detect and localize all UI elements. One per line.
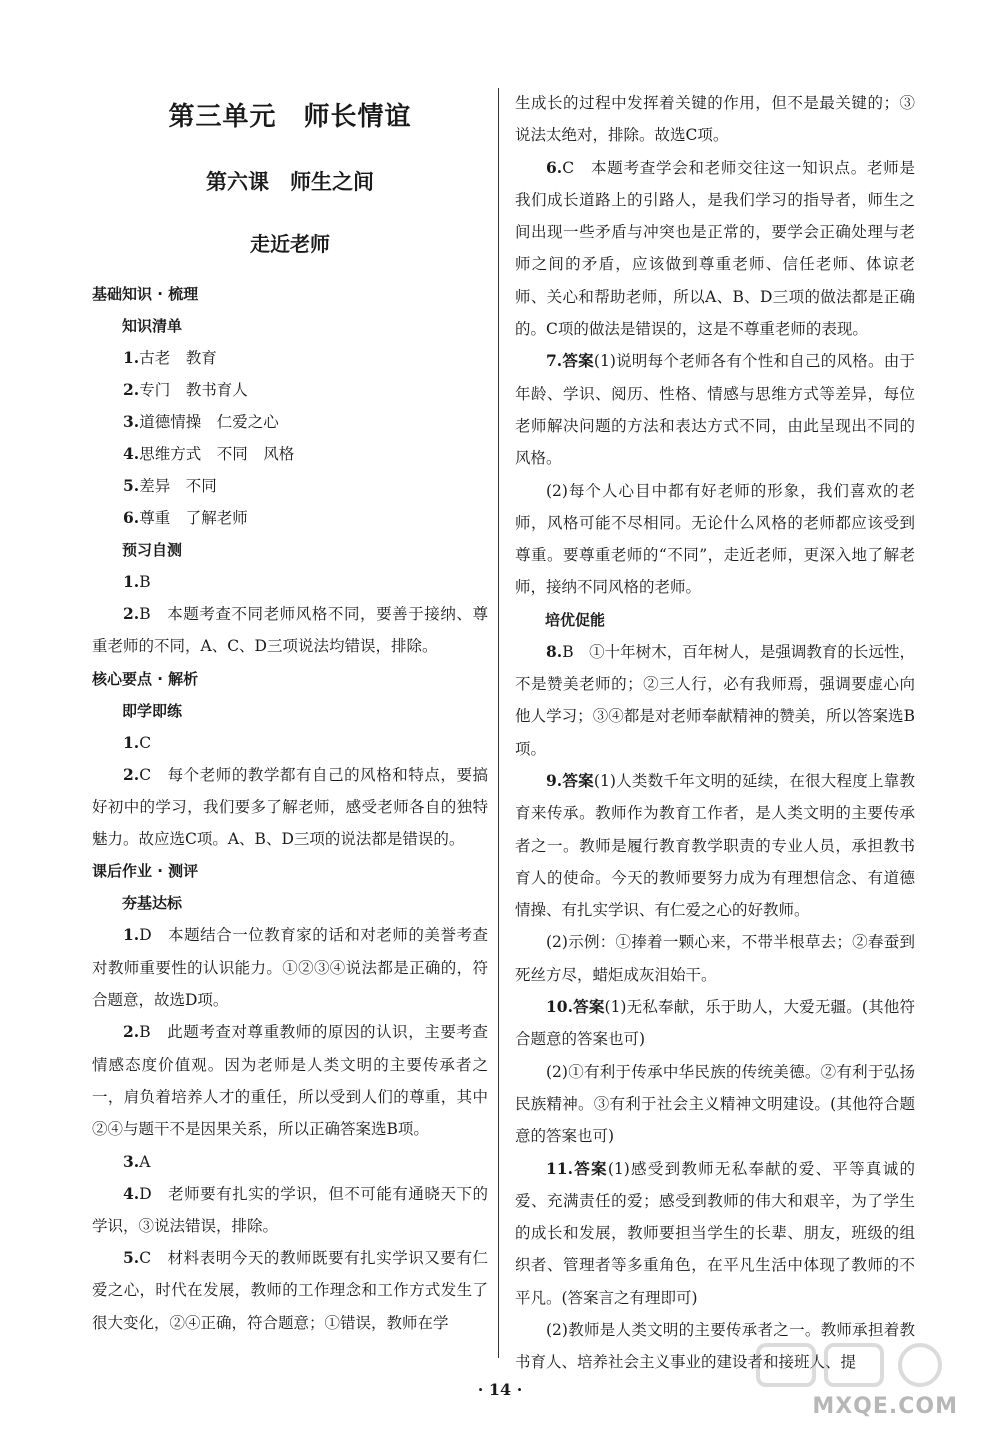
heading-homework: 课后作业 · 测评 [92, 862, 199, 881]
answer-item: 2.B 此题考查对尊重教师的原因的认识，主要考查情感态度价值观。因为老师是人类文明的主要传承者之一，肩负着培养人才的重任，所以受到人们的尊重，其中②④与题干不是因果关系，所以正确答案选B项。 [92, 1022, 488, 1139]
answer-item: 2.B 本题考查不同老师风格不同，要善于接纳、尊重老师的不同，A、C、D三项说法均错误，排除。 [92, 604, 488, 656]
heading-practice: 即学即练 [122, 701, 183, 720]
answer-subitem: (2)每个人心目中都有好老师的形象，我们喜欢的老师，风格可能不尽相同。无论什么风格的老师都应该受到尊重。要尊重老师的“不同”，走近老师，更深入地了解老师，接纳不同风格的老师。 [515, 481, 915, 597]
section-title: 走近老师 [250, 232, 330, 256]
heading-improve: 培优促能 [545, 610, 606, 629]
answer-item: 4.D 老师要有扎实的学识，但不可能有通晓天下的学识，③说法错误，排除。 [92, 1183, 488, 1235]
list-item: 4.思维方式 不同 风格 [123, 444, 295, 463]
answer-item: 10.答案(1)无私奉献，乐于助人，大爱无疆。(其他符合题意的答案也可) [515, 997, 915, 1049]
column-divider [498, 88, 499, 1358]
continued-text: 生成长的过程中发挥着关键的作用，但不是最关键的；③说法太绝对，排除。故选C项。 [515, 94, 915, 145]
answer-subitem: (2)示例：①捧着一颗心来，不带半根草去；②春蚕到死丝方尽，蜡炬成灰泪始干。 [515, 933, 915, 984]
heading-basic: 基础知识 · 梳理 [92, 285, 199, 303]
unit-title: 第三单元 师长情谊 [168, 102, 412, 132]
answer-item: 11.答案(1)感受到教师无私奉献的爱、平等真诚的爱、充满责任的爱；感受到教师的伟大和艰辛，为了学生的成长和发展，教师要担当学生的长辈、朋友，班级的组织者、管理者等多重角色，在平凡生活中体现了教师的不平凡。(答案言之有理即可) [515, 1158, 915, 1307]
answer-item: 1.B [123, 572, 151, 591]
list-item: 1.古老 教育 [123, 348, 217, 367]
answer-item: 2.C 每个老师的教学都有自己的风格和特点，要搞好初中的学习，我们要多了解老师，感受老师各自的独特魅力。故应选C项。A、B、D三项的说法都是错误的。 [92, 764, 488, 849]
right-column [515, 87, 915, 1379]
answer-subitem: (2)教师是人类文明的主要传承者之一。教师承担着教书育人、培养社会主义事业的建设者和接班人、提 [515, 1320, 915, 1372]
heading-preview: 预习自测 [122, 541, 183, 559]
lesson-title: 第六课 师生之间 [206, 170, 374, 194]
heading-core: 核心要点 · 解析 [92, 669, 199, 688]
page-number: · 14 · [477, 1380, 523, 1399]
answer-item: 1.C [123, 732, 152, 752]
list-item: 5.差异 不同 [123, 476, 217, 495]
list-item: 6.尊重 了解老师 [123, 508, 248, 527]
heading-knowledge-list: 知识清单 [122, 317, 183, 335]
heading-foundation: 夯基达标 [122, 894, 183, 913]
answer-item: 3.A [123, 1151, 151, 1171]
list-item: 2.专门 教书育人 [123, 380, 248, 399]
answer-item: 1.D 本题结合一位教育家的话和对老师的美誉考查对教师重要性的认识能力。①②③④说法都是正确的，符合题意，故选D项。 [92, 925, 488, 1010]
answer-item: 8.B ①十年树木，百年树人，是强调教育的长远性，不是赞美老师的；②三人行，必有我师焉，强调要虚心向他人学习；③④都是对老师奉献精神的赞美，所以答案选B项。 [515, 641, 915, 758]
answer-item: 9.答案(1)人类数千年文明的延续，在很大程度上靠教育来传承。教师作为教育工作者，是人类文明的主要传承者之一。教师是履行教育教学职责的专业人员，承担教书育人的使命。今天的教师要努力成为有理想信念、有道德情操、有扎实学识、有仁爱之心的好教师。 [515, 770, 915, 920]
left-body [92, 278, 488, 1339]
list-item: 3.道德情操 仁爱之心 [123, 412, 279, 431]
answer-item: 5.C 材料表明今天的教师既要有扎实学识又要有仁爱之心，时代在发展，教师的工作理念和工作方式发生了很大变化，②④正确，符合题意；①错误，教师在学 [92, 1248, 488, 1332]
answer-item: 7.答案(1)说明每个老师各有个性和自己的风格。由于年龄、学识、阅历、性格、情感与思维方式等差异，每位老师解决问题的方法和表达方式不同，由此呈现出不同的风格。 [515, 351, 915, 468]
answer-item: 6.C 本题考查学会和老师交往这一知识点。老师是我们成长道路上的引路人，是我们学习的指导者，师生之间出现一些矛盾与冲突也是正常的，要学会正确处理与老师之间的矛盾，应该做到尊重老师、信任老师、体谅老师、关心和帮助老师，所以A、B、D三项的做法都是正确的。C项的做法是错误的，这是不尊重老师的表现。 [515, 157, 915, 339]
watermark-text: MXQE.COM [812, 1394, 958, 1419]
answer-subitem: (2)①有利于传承中华民族的传统美德。②有利于弘扬民族精神。③有利于社会主义精神文明建设。(其他符合题意的答案也可) [515, 1062, 915, 1146]
